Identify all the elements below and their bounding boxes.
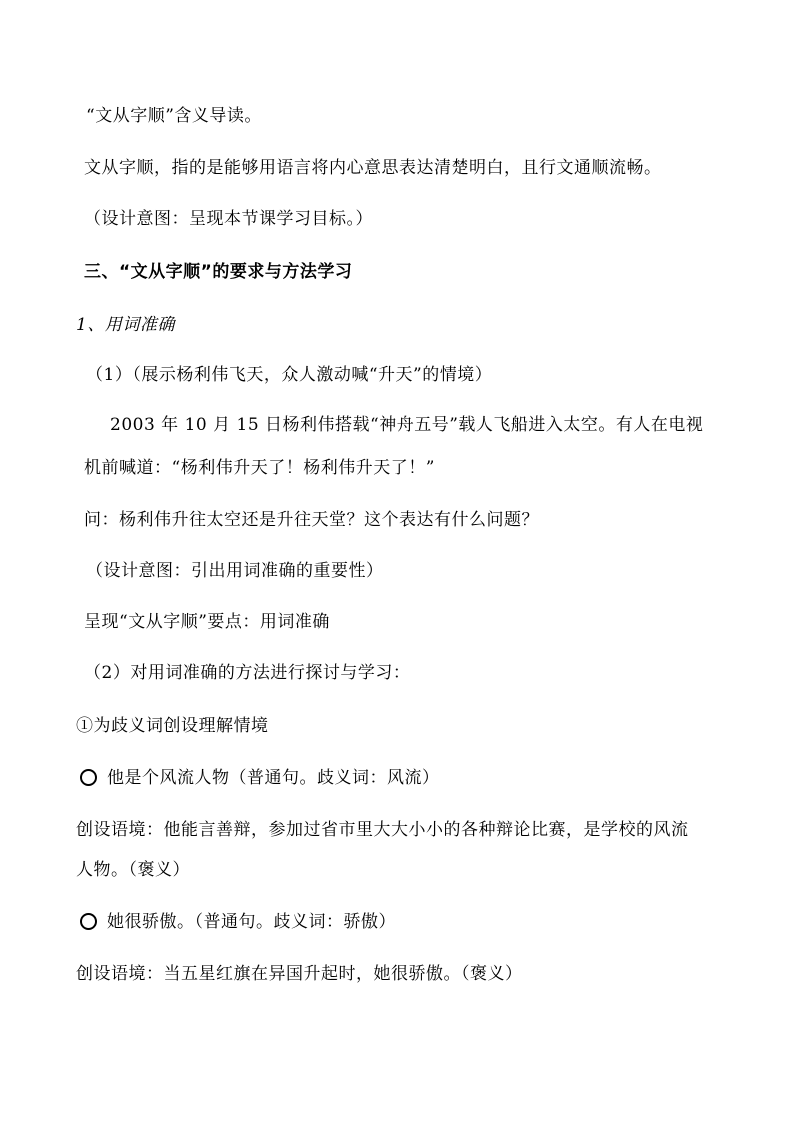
context-2: 创设语境：当五星红旗在异国升起时，她很骄傲。（褒义） xyxy=(76,964,523,984)
question-paragraph: 问：杨利伟升往太空还是升往天堂？这个表达有什么问题？ xyxy=(84,510,539,530)
section-heading-3: 三、“文从字顺”的要求与方法学习 xyxy=(84,262,353,282)
example-2 xyxy=(80,910,396,934)
item-1-scenario: （1）（展示杨利伟飞天，众人激动喊“升天”的情境） xyxy=(86,365,493,385)
example-2-text: 她很骄傲。（普通句。歧义词：骄傲） xyxy=(107,912,396,932)
item-2-heading: （2）对用词准确的方法进行探讨与学习： xyxy=(84,663,411,683)
key-point-paragraph: 呈现“文从字顺”要点：用词准确 xyxy=(84,612,330,632)
story-paragraph-line-1: 2003 年 10 月 15 日杨利伟搭载“神舟五号”载人飞船进入太空。有人在电视 xyxy=(110,415,704,435)
context-1-line-2: 人物。（褒义） xyxy=(76,860,190,880)
circle-bullet-icon xyxy=(80,913,97,930)
context-1-line-1: 创设语境：他能言善辩，参加过省市里大大小小的各种辩论比赛，是学校的风流 xyxy=(76,820,689,840)
example-1 xyxy=(80,766,440,790)
circle-bullet-icon xyxy=(80,769,97,786)
definition-paragraph: 文从字顺，指的是能够用语言将内心意思表达清楚明白，且行文通顺流畅。 xyxy=(84,158,662,178)
design-intent-2: （设计意图：引出用词准确的重要性） xyxy=(86,561,384,581)
intro-title: “文从字顺”含义导读。 xyxy=(86,106,262,126)
subsection-heading-1: 1、用词准确 xyxy=(76,315,175,335)
example-1-text: 他是个风流人物（普通句。歧义词：风流） xyxy=(107,768,440,788)
story-paragraph-line-2: 机前喊道：“杨利伟升天了！杨利伟升天了！” xyxy=(84,458,435,478)
method-1-heading: ①为歧义词创设理解情境 xyxy=(76,716,269,736)
design-intent-1: （设计意图：呈现本节课学习目标。） xyxy=(84,209,373,229)
